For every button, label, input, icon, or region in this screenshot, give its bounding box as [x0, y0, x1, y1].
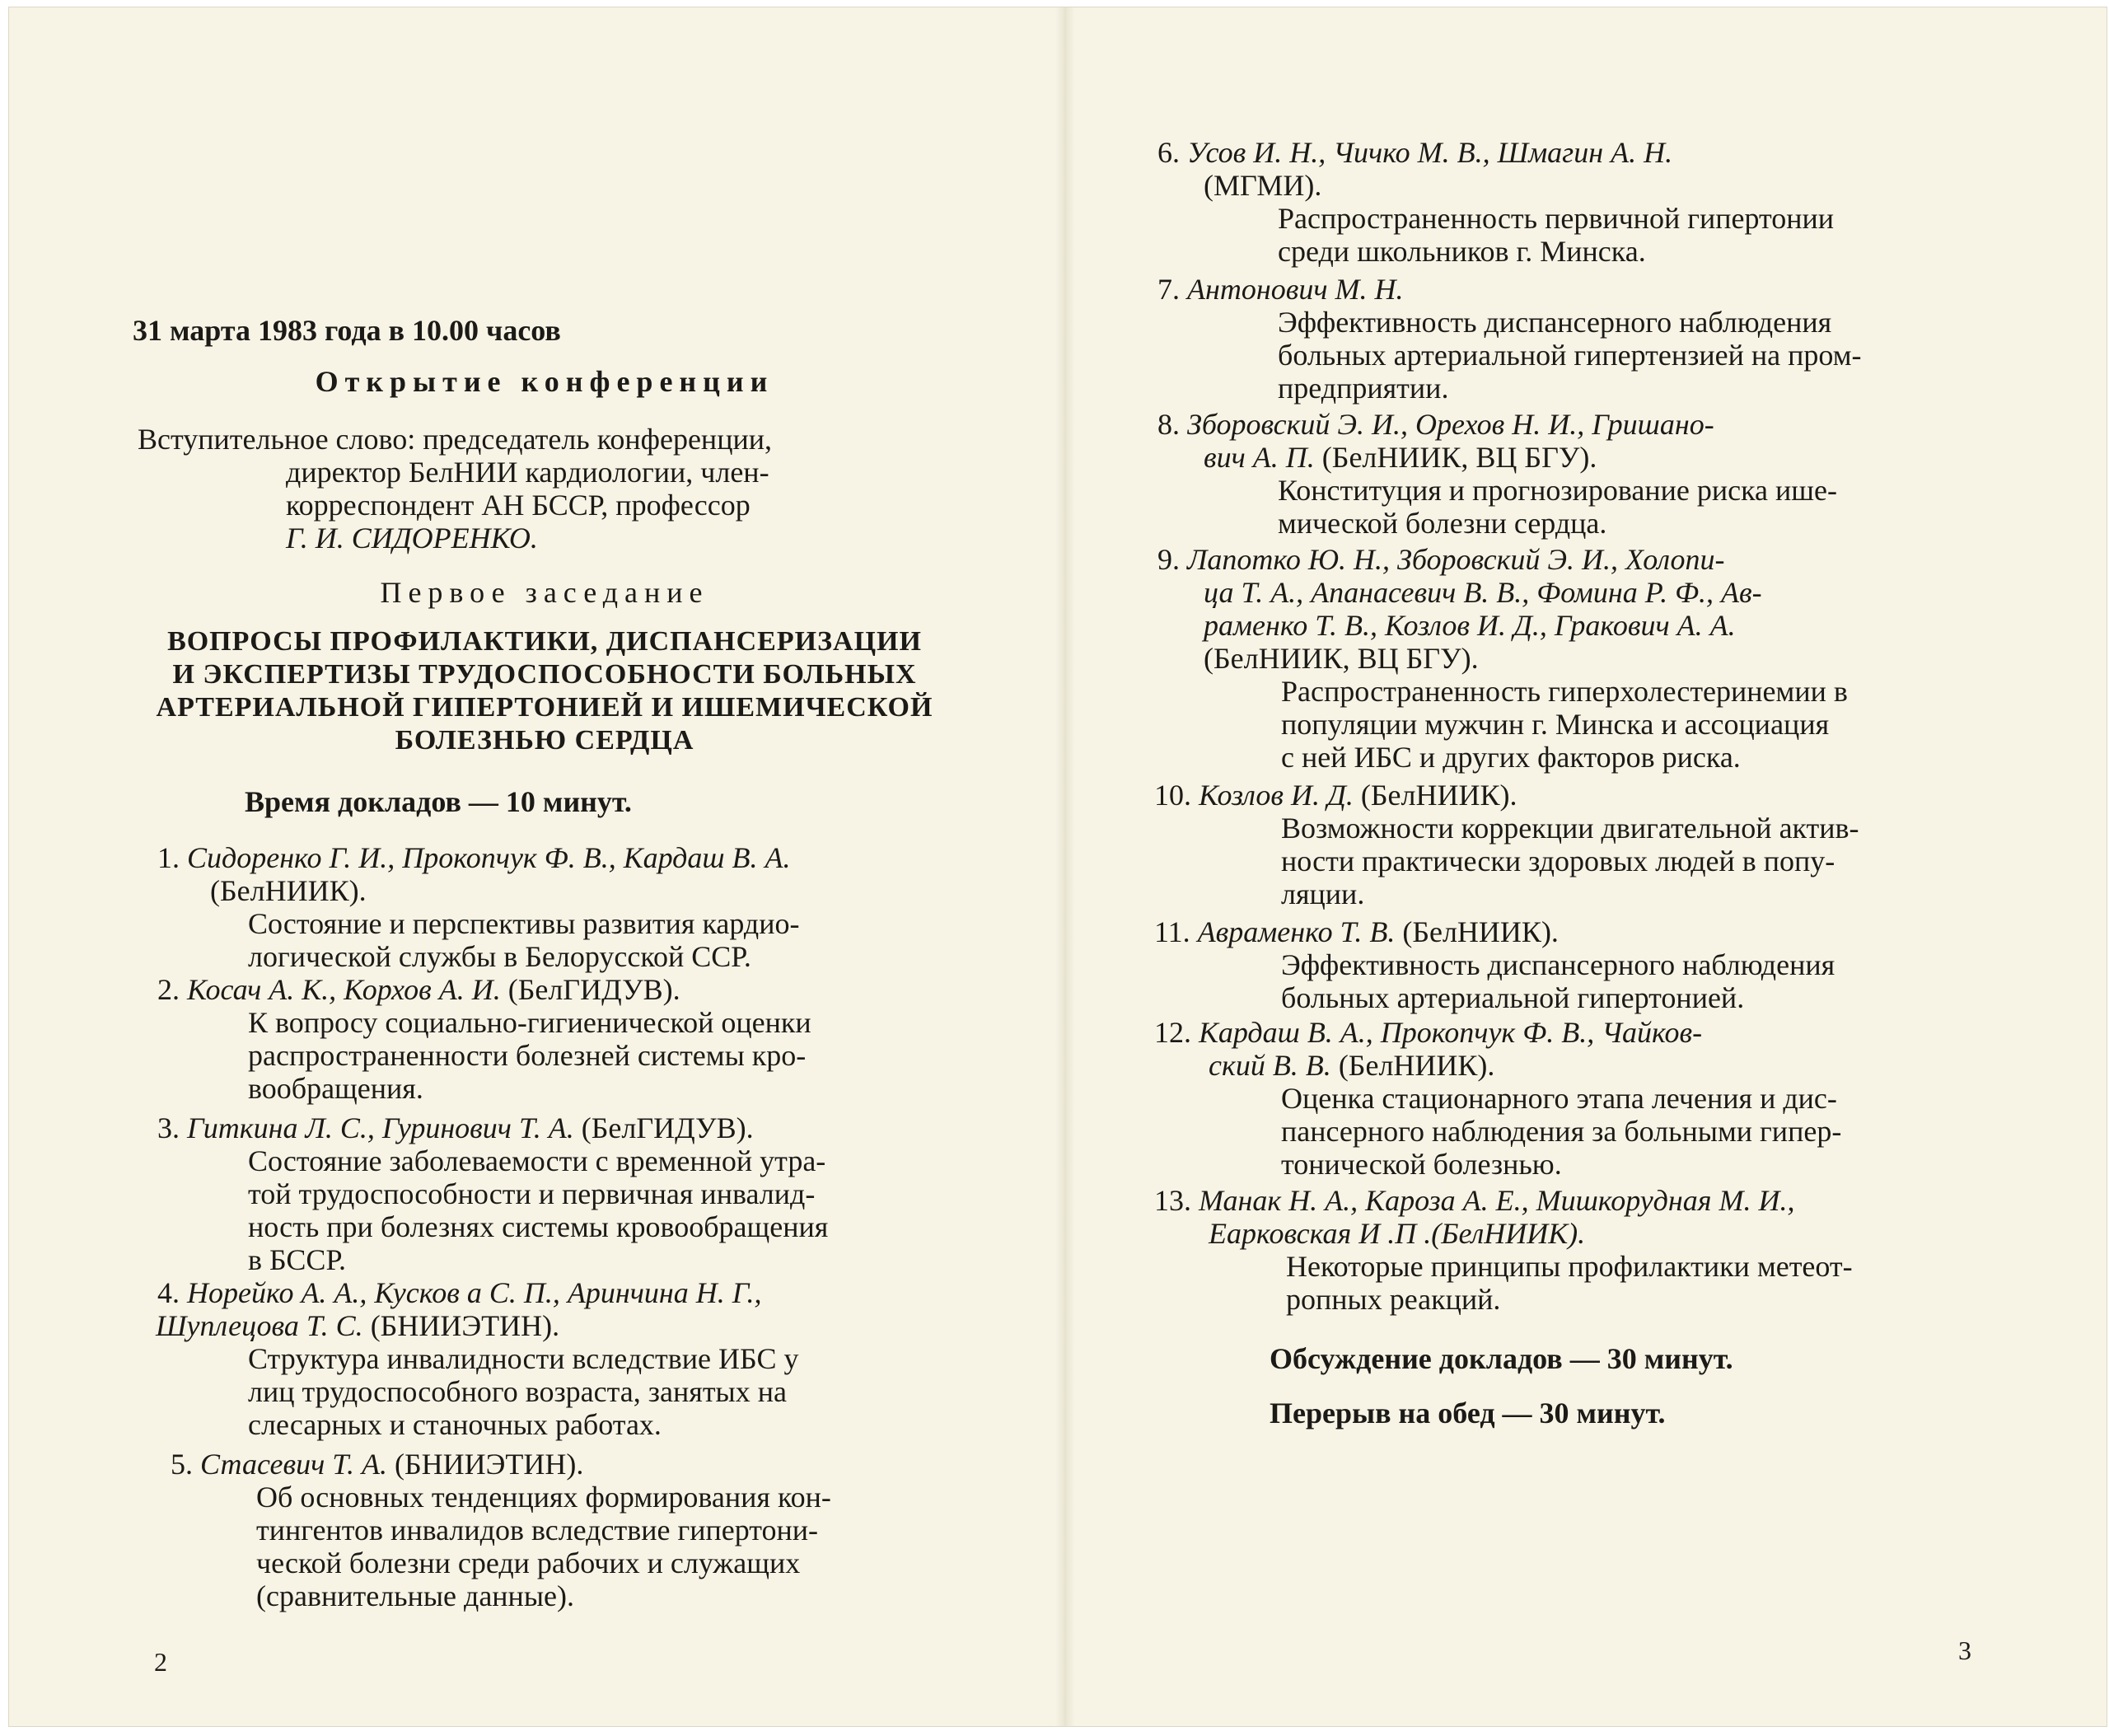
list-item	[157, 1111, 981, 1276]
item-number: 7.	[1157, 273, 1180, 306]
item-authors: Сидоренко Г. И., Прокопчук Ф. В., Кардаш В. А.	[187, 841, 791, 874]
item-authors: Стасевич Т. А.	[200, 1448, 387, 1481]
item-number: 8.	[1157, 408, 1180, 441]
item-number: 10.	[1154, 779, 1191, 812]
item-title-line: Некоторые принципы профилактики метеот-	[1286, 1250, 1853, 1283]
item-title-line: популяции мужчин г. Минска и ассоциация	[1281, 708, 1830, 741]
item-title-line: пансерного наблюдения за больными гипер-	[1281, 1115, 1842, 1148]
item-title-line: мической болезни сердца.	[1278, 507, 1607, 540]
item-authors: Норейко А. А., Кусков а С. П., Аринчина Н. Г.,	[187, 1276, 762, 1309]
item-number: 4.	[157, 1276, 180, 1309]
item-org: (БелНИИК).	[1402, 915, 1559, 948]
item-title-line: больных артериальной гипертонией.	[1281, 981, 1745, 1014]
item-title-line: ческой болезни среди рабочих и служащих	[256, 1546, 801, 1579]
item-org: (БНИИЭТИН).	[370, 1309, 560, 1342]
list-item	[157, 841, 981, 973]
item-authors: Лапотко Ю. Н., Зборовский Э. И., Холопи-	[1187, 543, 1725, 576]
intro-line-2: директор БелНИИ кардиологии, член-	[286, 456, 769, 489]
item-org: (МГМИ).	[1204, 169, 1322, 202]
right-page	[1075, 7, 2108, 1726]
item-authors: Зборовский Э. И., Орехов Н. И., Гришано-	[1187, 408, 1714, 441]
item-org: (БелГИДУВ).	[581, 1111, 754, 1144]
item-title-line: среди школьников г. Минска.	[1278, 235, 1646, 268]
page-number: 3	[1958, 1635, 1971, 1665]
list-item	[157, 1276, 981, 1441]
list-item	[1154, 779, 2060, 910]
item-authors: ца Т. А., Апанасевич В. В., Фомина Р. Ф., Ав-	[1204, 576, 1762, 609]
item-title-line: логической службы в Белорусской ССР.	[248, 940, 751, 973]
section-heading-line: АРТЕРИАЛЬНОЙ ГИПЕРТОНИЕЙ И ИШЕМИЧЕСКОЙ	[156, 692, 933, 723]
item-authors: Гиткина Л. С., Гуринович Т. А.	[187, 1111, 574, 1144]
session-date-line: 31 марта 1983 года в 10.00 часов	[133, 314, 561, 347]
item-number: 11.	[1154, 915, 1190, 948]
lunch-break-note: Перерыв на обед — 30 минут.	[1270, 1397, 1666, 1430]
section-heading	[133, 625, 956, 757]
item-authors: Усов И. Н., Чичко М. В., Шмагин А. Н.	[1187, 136, 1673, 169]
item-title-line: с ней ИБС и других факторов риска.	[1281, 741, 1741, 774]
item-title-line: в БССР.	[248, 1243, 346, 1276]
item-title-line: тонической болезнью.	[1281, 1148, 1562, 1181]
item-title-line: Распространенность первичной гипертонии	[1278, 202, 1835, 235]
item-authors: Антонович М. Н.	[1187, 273, 1404, 306]
item-title-line: Об основных тенденциях формирования кон-	[256, 1481, 831, 1514]
item-title-line: распространенности болезней системы кро-	[248, 1039, 807, 1072]
item-authors: ский В. В.	[1209, 1049, 1331, 1082]
item-title-line: слесарных и станочных работах.	[248, 1408, 662, 1441]
item-authors: Манак Н. А., Кароза А. Е., Мишкорудная М. И.,	[1199, 1184, 1795, 1217]
intro-line-3: корреспондент АН БССР, профессор	[286, 489, 751, 522]
booklet-spread	[8, 7, 2107, 1727]
item-title-line: (сравнительные данные).	[256, 1579, 574, 1612]
item-org: (БелНИИК, ВЦ БГУ).	[1321, 441, 1597, 474]
page-number: 2	[154, 1647, 167, 1677]
item-org: (БелНИИК).	[210, 874, 367, 907]
item-title-line: тингентов инвалидов вследствие гипертони-	[256, 1514, 819, 1546]
item-title-line: предприятии.	[1278, 372, 1449, 405]
item-number: 6.	[1157, 136, 1180, 169]
item-title-line: лиц трудоспособного возраста, занятых на	[248, 1375, 787, 1408]
item-title-line: той трудоспособности и первичная инвалид-	[248, 1177, 816, 1210]
item-authors: Кардаш В. А., Прокопчук Ф. В., Чайков-	[1199, 1016, 1703, 1049]
intro-line-4: Г. И. СИДОРЕНКО.	[286, 522, 538, 554]
item-title-line: Эффективность диспансерного наблюдения	[1278, 306, 1832, 339]
item-title-line: вообращения.	[248, 1072, 423, 1105]
item-title-line: Оценка стационарного этапа лечения и дис-	[1281, 1082, 1837, 1115]
item-number: 9.	[1157, 543, 1180, 576]
list-item	[1154, 1184, 2060, 1316]
item-title-line: Конституция и прогнозирование риска ише-	[1278, 474, 1837, 507]
list-item	[1157, 543, 2064, 774]
list-item	[1157, 408, 2064, 540]
section-heading-line: И ЭКСПЕРТИЗЫ ТРУДОСПОСОБНОСТИ БОЛЬНЫХ	[172, 659, 917, 690]
left-page	[9, 7, 1055, 1726]
item-title-line: Возможности коррекции двигательной актив-	[1281, 812, 1859, 845]
item-org: (БелГИДУВ).	[507, 973, 680, 1006]
session-title: Первое заседание	[380, 576, 709, 609]
intro-line-1: Вступительное слово: председатель конференции,	[138, 423, 772, 456]
item-title-line: К вопросу социально-гигиенической оценки	[248, 1006, 811, 1039]
item-org: (БелНИИК, ВЦ БГУ).	[1204, 642, 1479, 675]
item-authors: Еарковская И .П .(БелНИИК).	[1209, 1217, 1586, 1250]
report-time-note: Время докладов — 10 минут.	[245, 785, 632, 818]
item-title-line: Распространенность гиперхолестеринемии в	[1281, 675, 1848, 708]
item-title-line: больных артериальной гипертензией на пром-	[1278, 339, 1862, 372]
list-item	[1157, 273, 2064, 405]
item-authors: Косач А. К., Корхов А. И.	[187, 973, 501, 1006]
item-number: 3.	[157, 1111, 180, 1144]
item-title-line: Эффективность диспансерного наблюдения	[1281, 948, 1835, 981]
section-heading-line: ВОПРОСЫ ПРОФИЛАКТИКИ, ДИСПАНСЕРИЗАЦИИ	[167, 626, 922, 657]
list-item	[1154, 915, 2060, 1014]
item-title-line: ляции.	[1281, 877, 1365, 910]
list-item	[171, 1448, 994, 1612]
item-org: (БНИИЭТИН).	[395, 1448, 584, 1481]
list-item	[1154, 1016, 2060, 1181]
item-title-line: ности практически здоровых людей в попу-	[1281, 845, 1835, 877]
item-title-line: Структура инвалидности вследствие ИБС у	[248, 1342, 799, 1375]
item-title-line: Состояние заболеваемости с временной утра-	[248, 1144, 826, 1177]
item-title-line: ропных реакций.	[1286, 1283, 1501, 1316]
item-authors: раменко Т. В., Козлов И. Д., Гракович А. А.	[1204, 609, 1736, 642]
item-number: 2.	[157, 973, 180, 1006]
item-authors: вич А. П.	[1204, 441, 1315, 474]
list-item	[1157, 136, 2064, 268]
discussion-note: Обсуждение докладов — 30 минут.	[1270, 1342, 1733, 1375]
item-authors: Козлов И. Д.	[1199, 779, 1354, 812]
item-org: (БелНИИК).	[1360, 779, 1517, 812]
item-title-line: Состояние и перспективы развития кардио-	[248, 907, 800, 940]
item-org: (БелНИИК).	[1338, 1049, 1495, 1082]
item-authors: Шуплецова Т. С.	[156, 1309, 363, 1342]
item-number: 13.	[1154, 1184, 1191, 1217]
section-heading-line: БОЛЕЗНЬЮ СЕРДЦА	[395, 725, 694, 756]
item-title-line: ность при болезнях системы кровообращения	[248, 1210, 829, 1243]
item-number: 1.	[157, 841, 180, 874]
item-number: 5.	[171, 1448, 193, 1481]
list-item	[157, 973, 981, 1105]
item-authors: Авраменко Т. В.	[1197, 915, 1396, 948]
opening-title: Открытие конференции	[315, 365, 774, 398]
item-number: 12.	[1154, 1016, 1191, 1049]
page-gutter	[1055, 7, 1075, 1726]
